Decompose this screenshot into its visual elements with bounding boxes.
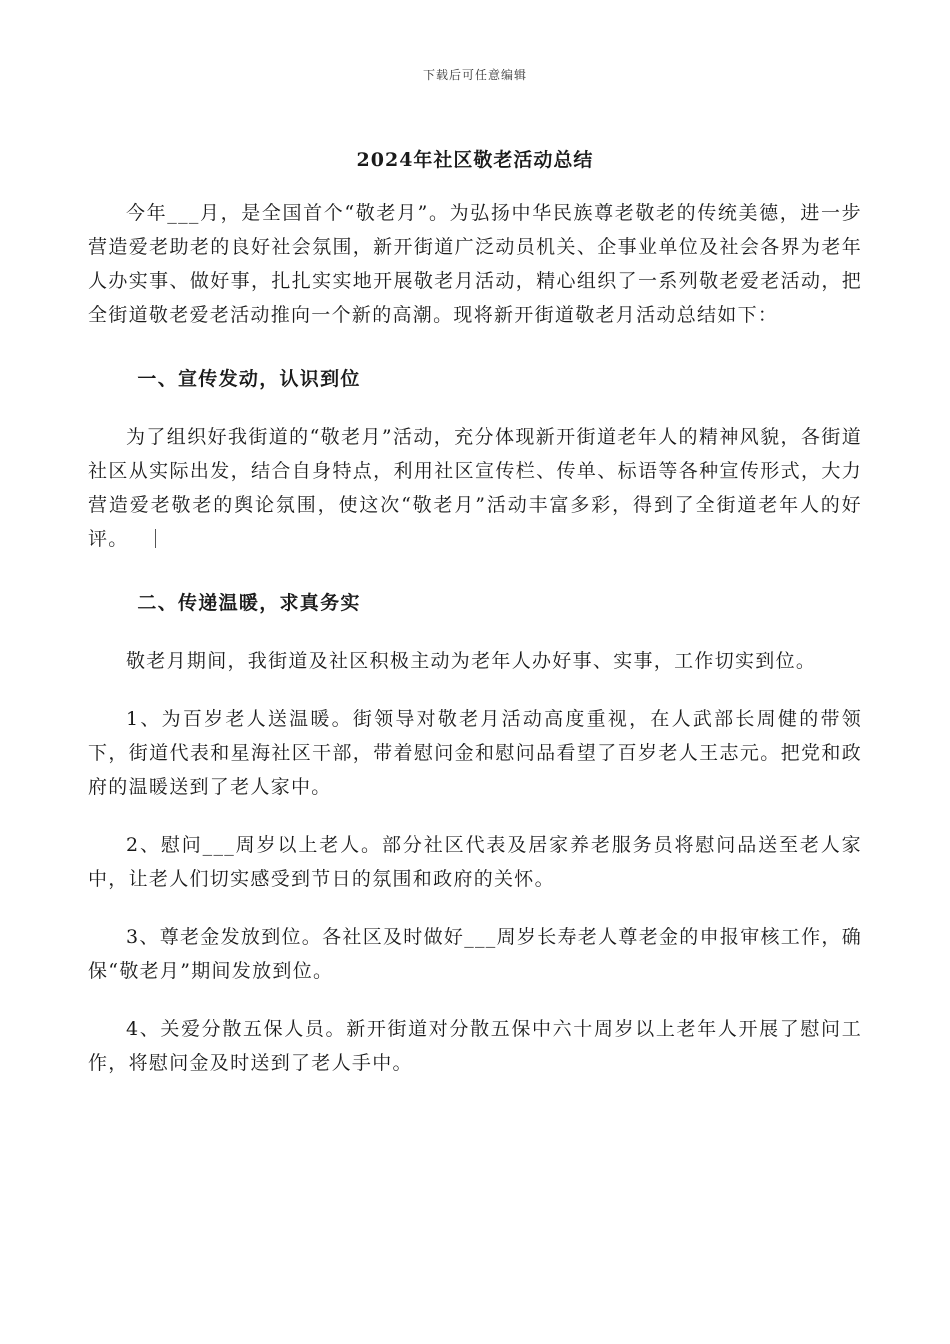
intro-paragraph: 今年___月，是全国首个“敬老月”。为弘扬中华民族尊老敬老的传统美德，进一步营造爱老助老的良好社会氛围，新开街道广泛动员机关、企事业单位及社会各界为老年人办实事、做好事，扎扎实实地开展敬老月活动，精心组织了一系列敬老爱老活动，把全街道敬老爱老活动推向一个新的高潮。现将新开街道敬老月活动总结如下： xyxy=(88,202,862,326)
spacer xyxy=(88,556,862,586)
document-title: 2024年社区敬老活动总结 xyxy=(356,149,594,171)
section-heading-1: 一、宣传发动，认识到位 xyxy=(137,368,361,390)
spacer xyxy=(88,896,862,920)
section-1-text: 为了组织好我街道的“敬老月”活动，充分体现新开街道老年人的精神风貌，各街道社区从实际出发，结合自身特点，利用社区宣传栏、传单、标语等各种宣传形式，大力营造爱老敬老的舆论氛围，使这次“敬老月”活动丰富多彩，得到了全街道老年人的好评。 xyxy=(88,426,862,550)
spacer xyxy=(88,332,862,362)
document-body xyxy=(88,196,862,1080)
list-item-3: 3、尊老金发放到位。各社区及时做好___周岁长寿老人尊老金的申报审核工作，确保“敬老月”期间发放到位。 xyxy=(88,926,862,982)
section-2-paragraph: 敬老月期间，我街道及社区积极主动为老年人办好事、实事，工作切实到位。 xyxy=(126,650,817,672)
spacer xyxy=(88,804,862,828)
list-item-2: 2、慰问___周岁以上老人。部分社区代表及居家养老服务员将慰问品送至老人家中，让老人们切实感受到节日的氛围和政府的关怀。 xyxy=(88,834,862,890)
section-1-paragraph xyxy=(88,420,862,556)
spacer xyxy=(88,396,862,420)
spacer xyxy=(88,678,862,702)
spacer xyxy=(88,988,862,1012)
list-item-4: 4、关爱分散五保人员。新开街道对分散五保中六十周岁以上老年人开展了慰问工作，将慰问金及时送到了老人手中。 xyxy=(88,1018,862,1074)
text-cursor-mark xyxy=(155,529,156,548)
list-item-1: 1、为百岁老人送温暖。街领导对敬老月活动高度重视，在人武部长周健的带领下，街道代表和星海社区干部，带着慰问金和慰问品看望了百岁老人王志元。把党和政府的温暖送到了老人家中。 xyxy=(88,708,862,798)
spacer xyxy=(88,620,862,644)
header-note: 下载后可任意编辑 xyxy=(422,68,527,82)
section-heading-2: 二、传递温暖，求真务实 xyxy=(137,592,361,614)
